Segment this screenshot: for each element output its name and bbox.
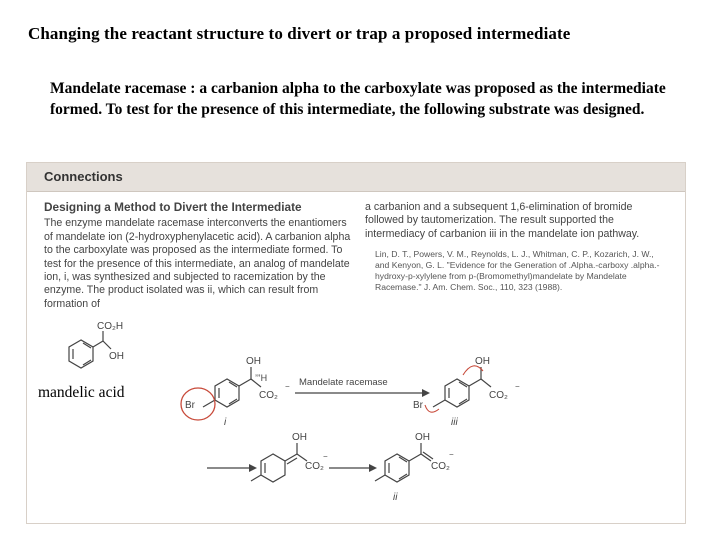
i-br: Br bbox=[185, 400, 195, 411]
ii-label: ii bbox=[393, 492, 398, 503]
iii-br: Br bbox=[413, 400, 423, 411]
iii-co2: CO₂ bbox=[489, 390, 508, 401]
ii-charge: − bbox=[449, 450, 454, 459]
iii-charge: − bbox=[515, 382, 520, 391]
box-heading: Designing a Method to Divert the Intermediate bbox=[44, 200, 302, 214]
slide-title: Changing the reactant structure to divert or trap a proposed intermediate bbox=[28, 24, 571, 43]
elimination-arrow bbox=[425, 405, 439, 412]
left-body-text: The enzyme mandelate racemase interconverts the enantiomers of mandelate ion (2-hydroxyphenylacetic acid). A carbanion alpha to the carboxylate was proposed as the intermediate formed. To test for the presence of this intermediate, an analog of mandelate ion, i, was synthesized and subjected to racemization by the enzyme. The product isolated was ii, which can result from formation of bbox=[44, 217, 351, 310]
connections-figure bbox=[26, 162, 686, 524]
electron-push-arrow bbox=[463, 366, 483, 375]
molecule-i bbox=[203, 367, 261, 407]
i-co2: CO₂ bbox=[259, 390, 278, 401]
mandelic-acid-label: mandelic acid bbox=[38, 384, 125, 401]
ii-oh: OH bbox=[415, 432, 430, 443]
tautomer-arrowhead-left bbox=[249, 464, 257, 472]
molecule-xylylene bbox=[251, 443, 307, 482]
connections-title: Connections bbox=[44, 169, 123, 184]
molecule-ii bbox=[375, 443, 433, 482]
iii-oh: OH bbox=[475, 356, 490, 367]
xylylene-co2: CO₂ bbox=[305, 461, 324, 472]
i-charge: − bbox=[285, 382, 290, 391]
ii-co2: CO₂ bbox=[431, 461, 450, 472]
i-label: i bbox=[224, 417, 227, 428]
molecule-iii bbox=[433, 367, 491, 407]
mandelic-acid-ring bbox=[69, 331, 111, 368]
mandelic-oh: OH bbox=[109, 351, 124, 362]
i-oh: OH bbox=[246, 356, 261, 367]
i-h: ’’’H bbox=[255, 373, 268, 383]
xylylene-charge: − bbox=[323, 452, 328, 461]
mandelate-racemase-label: Mandelate racemase bbox=[299, 377, 388, 388]
reaction-arrowhead bbox=[422, 389, 430, 397]
intro-text: Mandelate racemase : a carbanion alpha to the carboxylate was proposed as the intermediate formed. To test for the presence of this intermediate, the following substrate was designed. bbox=[50, 80, 666, 118]
reference-text: Lin, D. T., Powers, V. M., Reynolds, L. J., Whitman, C. P., Kozarich, J. W., and Kenyon, G. L. "Evidence for the Generation of .Alpha.-carboxy .alpha.-hydroxy-p-xylylene from p-(Bromomethyl)mandelate by Mandelate Racemase." J. Am. Chem. Soc., 110, 323 (1988). bbox=[375, 249, 660, 293]
reaction-scheme bbox=[27, 163, 687, 525]
xylylene-oh: OH bbox=[292, 432, 307, 443]
mandelic-co2h: CO₂H bbox=[97, 321, 124, 332]
tautomer-arrowhead-right bbox=[369, 464, 377, 472]
iii-label: iii bbox=[451, 417, 458, 428]
right-body-text: a carbanion and a subsequent 1,6-elimination of bromide followed by tautomerization. The result supported the intermediacy of carbanion iii in the mandelate ion pathway. bbox=[365, 201, 640, 240]
